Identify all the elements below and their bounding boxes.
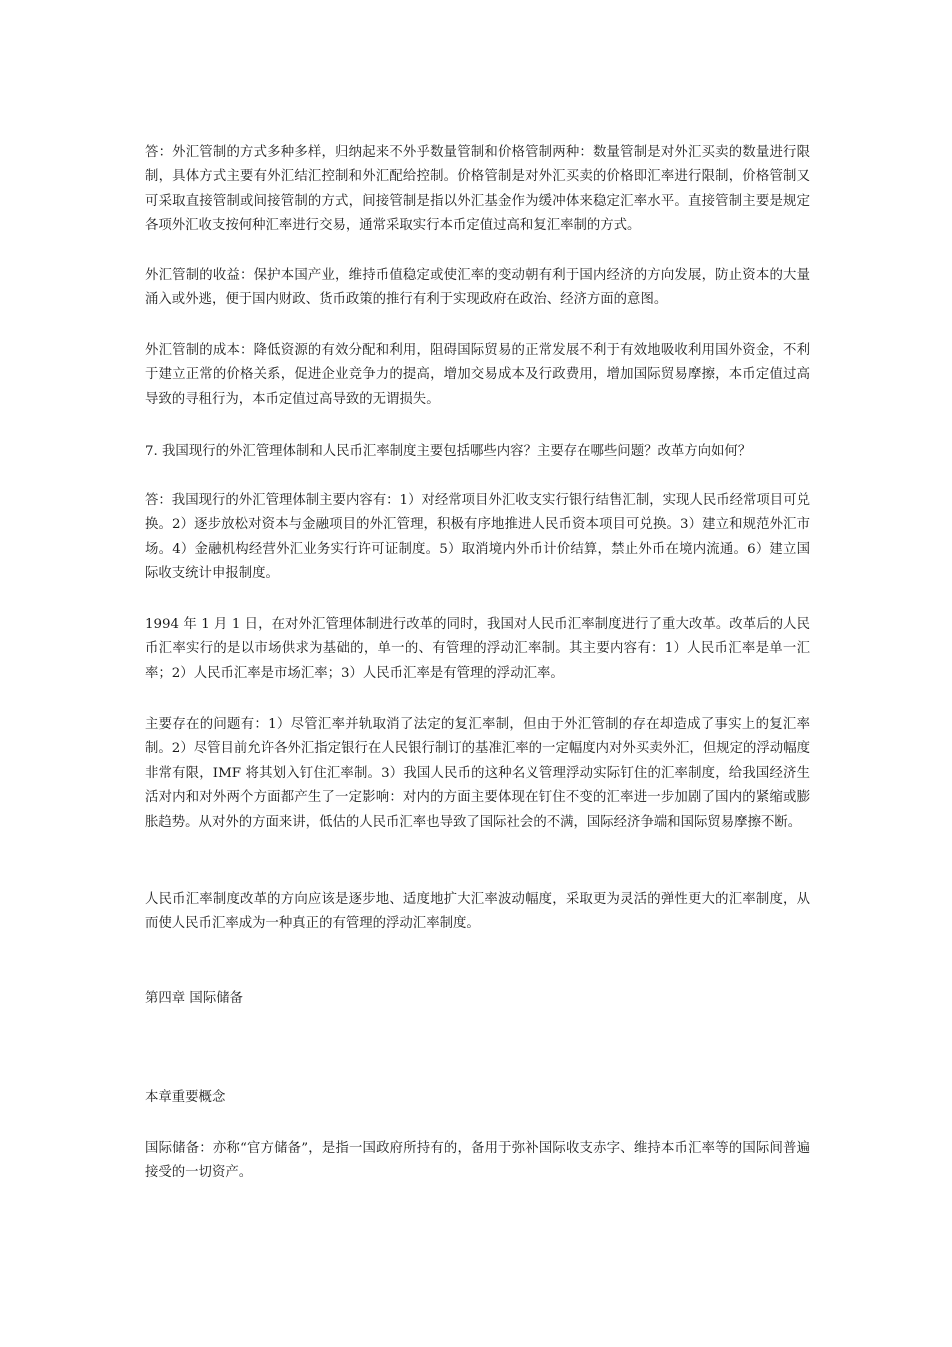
definition-international-reserves: 国际储备：亦称“官方储备”，是指一国政府所持有的，备用于弥补国际收支赤字、维持本币汇率等的国际间普遍接受的一切资产。 bbox=[145, 1141, 810, 1181]
paragraph-problems: 主要存在的问题有：1）尽管汇率并轨取消了法定的复汇率制，但由于外汇管制的存在却造成了事实上的复汇率制。2）尽管目前允许各外汇指定银行在人民银行制订的基准汇率的一定幅度内对外买卖外汇，但规定的浮动幅度非常有限，IMF 将其划入钉住汇率制。3）我国人民币的这种名义管理浮动实际钉住的汇率制度，给我国经济生活对内和对外两个方面都产生了一定影响：对内的方面主要体现在钉住不变的汇率进一步加剧了国内的紧缩或膨胀趋势。从对外的方面来讲，低估的人民币汇率也导致了国际社会的不满，国际经济争端和国际贸易摩擦不断。 bbox=[145, 717, 810, 830]
chapter-title: 第四章 国际储备 bbox=[145, 991, 243, 1006]
paragraph-reform-direction: 人民币汇率制度改革的方向应该是逐步地、适度地扩大汇率波动幅度，采取更为灵活的弹性更大的汇率制度，从而使人民币汇率成为一种真正的有管理的浮动汇率制度。 bbox=[145, 892, 810, 932]
paragraph-control-costs: 外汇管制的成本：降低资源的有效分配和利用，阻碍国际贸易的正常发展不利于有效地吸收利用国外资金，不利于建立正常的价格关系，促进企业竞争力的提高，增加交易成本及行政费用，增加国际贸易摩擦，本币定值过高导致的寻租行为，本币定值过高导致的无谓损失。 bbox=[145, 343, 810, 407]
paragraph-control-benefits: 外汇管制的收益：保护本国产业，维持币值稳定或使汇率的变动朝有利于国内经济的方向发展，防止资本的大量涌入或外逃，便于国内财政、货币政策的推行有利于实现政府在政治、经济方面的意图。 bbox=[145, 268, 810, 308]
answer-paragraph-management-system: 答：我国现行的外汇管理体制主要内容有：1）对经常项目外汇收支实行银行结售汇制，实现人民币经常项目可兑换。2）逐步放松对资本与金融项目的外汇管理，积极有序地推进人民币资本项目可兑换。3）建立和规范外汇市场。4）金融机构经营外汇业务实行许可证制度。5）取消境内外币计价结算，禁止外币在境内流通。6）建立国际收支统计申报制度。 bbox=[145, 493, 810, 582]
section-title: 本章重要概念 bbox=[145, 1090, 226, 1105]
question-7: 7. 我国现行的外汇管理体制和人民币汇率制度主要包括哪些内容？主要存在哪些问题？改革方向如何？ bbox=[145, 444, 752, 459]
paragraph-1994-reform: 1994 年 1 月 1 日，在对外汇管理体制进行改革的同时，我国对人民币汇率制度进行了重大改革。改革后的人民币汇率实行的是以市场供求为基础的，单一的、有管理的浮动汇率制。其主要内容有：1）人民币汇率是单一汇率；2）人民币汇率是市场汇率；3）人民币汇率是有管理的浮动汇率。 bbox=[145, 617, 810, 681]
answer-paragraph-control-methods: 答：外汇管制的方式多种多样，归纳起来不外乎数量管制和价格管制两种：数量管制是对外汇买卖的数量进行限制，具体方式主要有外汇结汇控制和外汇配给控制。价格管制是对外汇买卖的价格即汇率进行限制，价格管制又可采取直接管制或间接管制的方式，间接管制是指以外汇基金作为缓冲体来稳定汇率水平。直接管制主要是规定各项外汇收支按何种汇率进行交易，通常采取实行本币定值过高和复汇率制的方式。 bbox=[145, 145, 810, 234]
